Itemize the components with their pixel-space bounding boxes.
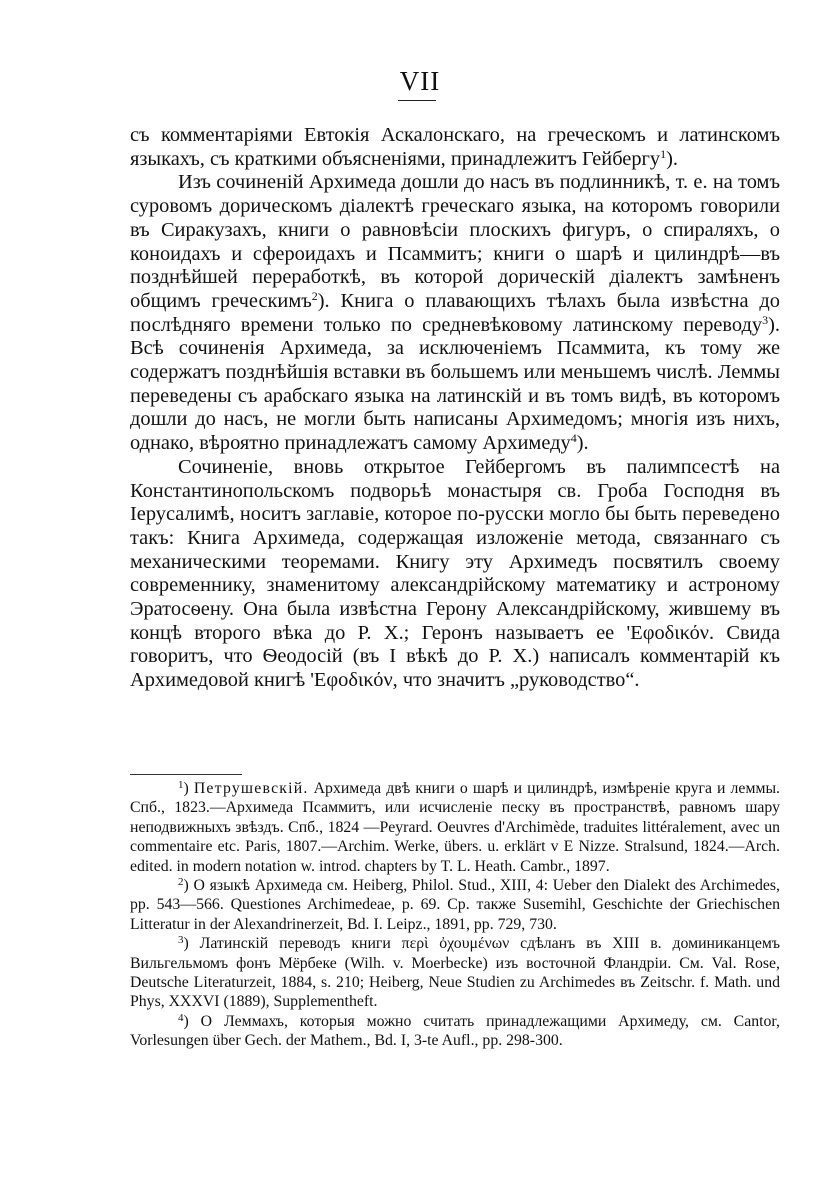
footnote-ref-2: 2 <box>311 288 318 303</box>
footnote-ref-4: 4 <box>570 431 577 446</box>
footnote-2-text: О языкѣ Архимеда см. Heiberg, Philol. Stud., XIII, 4: Ueber den Dialekt des Archimedes, pp. 543—566. Questiones Archimedeae, p. 69. Ср. также Susemihl, Geschichte der Griechischen Litteratur in der Alexandrinerzeit, Bd. I. Leipz., 1891, pp. 729, 730. <box>130 877 780 933</box>
page-number: VII <box>399 66 441 96</box>
footnote-4-text: О Леммахъ, которыя можно считать принадлежащими Архимеду, см. Cantor, Vorlesungen über Gech. der Mathem., Bd. I, 3-te Aufl., pp. 298-300. <box>130 1012 780 1050</box>
footnote-2-mark: 2 <box>178 876 184 889</box>
paragraph-3-text: Сочиненіе, вновь открытое Гейбергомъ въ палимпсестѣ на Константинопольскомъ подворьѣ монастыря св. Гроба Господня въ Іерусалимѣ, носитъ заглавіе, которое по-русски могло бы быть переведено такъ: Книга Архимеда, содержащая изложеніе метода, связаннаго съ механическими теоремами. Книгу эту Архимедъ посвятилъ своему современнику, знаменитому александрійскому математику и астроному Эратосѳену. Она была извѣстна Герону Александрійскому, жившему въ концѣ второго вѣка до Р. Х.; Геронъ называетъ ее 'Εφοδικόν. Свида говоритъ, что Ѳеодосій (въ I вѣкѣ до Р. Х.) написалъ комментарій къ Архимедовой книгѣ 'Εφοδικόν, что значитъ „руководство“. <box>130 455 780 692</box>
paragraph-3 <box>130 456 780 693</box>
footnote-1-text: Архимеда двѣ книги о шарѣ и цилиндрѣ, измѣреніе круга и леммы. Спб., 1823.—Архимеда Псаммитъ, или исчисленіе песку въ пространствѣ, равномъ шару неподвижныхъ звѣздъ. Спб., 1824 —Peyrard. Oeuvres d'Archimède, traduites littéralement, avec un commentaire etc. Paris, 1807.—Archim. Werke, übers. u. erklärt v E Nizze. Stralsund, 1824.—Arch. edited. in modern notation w. introd. chapters by T. L. Heath. Cambr., 1897. <box>130 780 781 875</box>
footnote-2: $^2$) О языкѣ Архимеда см. Heiberg, Philol. Stud., XIII, 4: Ueber den Dialekt des Archimedes, pp. 543—566. Questiones Archimedeae, p. 69. Ср. также Susemihl, Geschichte der Griechischen Litteratur in der Alexandrinerzeit, Bd. I. Leipz., 1891, pp. 729, 730. <box>130 876 780 933</box>
footnote-ref-1: 1 <box>660 146 667 161</box>
footnote-1-mark: 1 <box>178 779 184 791</box>
paragraph-2 <box>130 171 780 455</box>
paragraph-1-tail: ). <box>666 147 678 170</box>
footnote-4: $^4$) О Леммахъ, которыя можно считать принадлежащими Архимеду, см. Cantor, Vorlesungen über Gech. der Mathem., Bd. I, 3-te Aufl., pp. 298-300. <box>130 1011 780 1050</box>
paragraph-2-text3: ). Всѣ сочиненія Архимеда, за исключеніемъ Псаммита, къ тому же содержатъ позднѣйшія вставки въ большемъ или меньшемъ числѣ. Леммы переведены съ арабскаго языка на латинскій и въ томъ видѣ, въ которомъ дошли до насъ, не могли быть написаны Архимедомъ; многія изъ нихъ, однако, вѣроятно принадлежатъ самому Архимеду <box>130 313 780 455</box>
main-text <box>130 124 780 693</box>
footnote-4-mark: 4 <box>178 1011 184 1024</box>
paragraph-1-text: съ комментаріями Евтокія Аскалонскаго, на греческомъ и латинскомъ языкахъ, съ краткими объясненіями, принадлежитъ Гейбергу <box>130 124 780 170</box>
paragraph-2-text: Изъ сочиненій Архимеда дошли до насъ въ подлинникѣ, т. е. на томъ суровомъ дорическомъ діалектѣ греческаго языка, на которомъ говорили въ Сиракузахъ, книги о равновѣсіи плоскихъ фигуръ, о спираляхъ, о коноидахъ и сфероидахъ и Псаммитъ; книги о шарѣ и цилиндрѣ—въ позднѣйшей переработкѣ, въ которой дорическій діалектъ замѣненъ общимъ греческимъ <box>130 171 780 312</box>
footnote-3-text: Латинскій переводъ книги περὶ ὀχουμένων сдѣланъ въ XIII в. доминиканцемъ Вильгельмомъ фонъ Мёрбеке (Wilh. v. Moerbecke) изъ восточной Фландріи. См. Val. Rose, Deutsche Literaturzeit, 1884, s. 210; Heiberg, Neue Studien zu Archimedes въ Zeitschr. f. Math. und Phys, XXXVI (1889), Supplementheft. <box>130 935 780 1011</box>
header-rule <box>398 100 436 101</box>
footnote-3-mark: 3 <box>178 934 184 947</box>
paragraph-1 <box>130 124 780 171</box>
footnote-ref-3: 3 <box>762 312 769 327</box>
footnotes <box>130 779 780 1051</box>
footnote-1: $^1$) Петрушевскій. Архимеда двѣ книги о шарѣ и цилиндрѣ, измѣреніе круга и леммы. Спб., 1823.—Архимеда Псаммитъ, или исчисленіе песку въ пространствѣ, равномъ шару неподвижныхъ звѣздъ. Спб., 1824 —Peyrard. Oeuvres d'Archimède, traduites littéralement, avec un commentaire etc. Paris, 1807.—Archim. Werke, übers. u. erklärt v E Nizze. Stralsund, 1824.—Arch. edited. in modern notation w. introd. chapters by T. L. Heath. Cambr., 1897. <box>130 779 781 875</box>
paragraph-2-text2: ). Книга о плавающихъ тѣлахъ была извѣстна до послѣдняго времени только по средневѣковому латинскому переводу <box>130 289 780 336</box>
footnote-3: $^3$) Латинскій переводъ книги περὶ ὀχουμένων сдѣланъ въ XIII в. доминиканцемъ Вильгельмомъ фонъ Мёрбеке (Wilh. v. Moerbecke) изъ восточной Фландріи. См. Val. Rose, Deutsche Literaturzeit, 1884, s. 210; Heiberg, Neue Studien zu Archimedes въ Zeitschr. f. Math. und Phys, XXXVI (1889), Supplementheft. <box>130 934 780 1011</box>
footnote-separator <box>130 774 242 775</box>
paragraph-2-tail: ). <box>576 432 589 455</box>
footnote-1-author: Петрушевскій. <box>193 780 309 797</box>
